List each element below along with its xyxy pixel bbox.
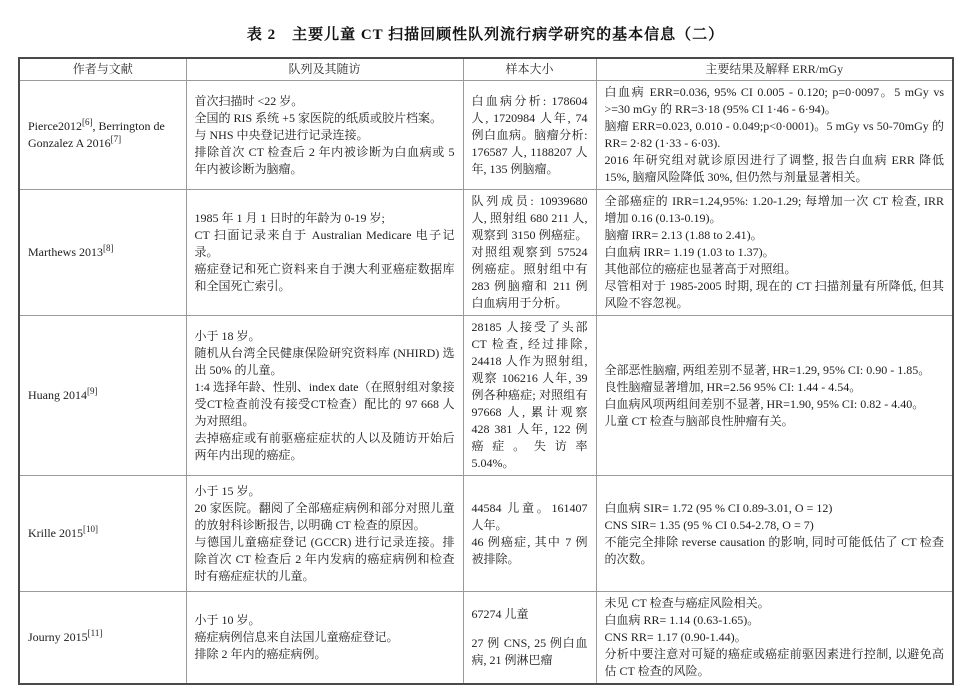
result-text-line: 全部癌症的 IRR=1.24,95%: 1.20-1.29; 每增加一次 CT 检查, IRR 增加 0.16 (0.13-0.19)。 [604, 194, 944, 225]
sample-size-cell [463, 592, 596, 685]
cohort-text-line: 与 NHS 中央登记进行记录连接。 [194, 127, 369, 142]
citation-superscript: [8] [103, 243, 114, 253]
sample-text-line: 67274 儿童 [471, 607, 529, 621]
sample-text-line: 46 例癌症, 其中 7 例被排除。 [471, 534, 588, 566]
sample-size-cell [463, 81, 596, 190]
results-cell [596, 316, 953, 476]
column-header-results: 主要结果及解释 ERR/mGy [596, 58, 953, 81]
cohort-text-line: 首次扫描时 <22 岁。 [194, 93, 304, 108]
author-cell [19, 592, 186, 685]
results-cell [596, 81, 953, 190]
result-text-line: 白血病 IRR= 1.19 (1.03 to 1.37)。 [604, 245, 775, 259]
result-text-line: 良性脑瘤显著增加, HR=2.56 95% CI: 1.44 - 4.54。 [604, 379, 862, 394]
table-header-row [19, 58, 953, 81]
author-cell [19, 476, 186, 592]
table-row [19, 190, 953, 316]
result-text-line: 未见 CT 检查与癌症风险相关。 [604, 596, 770, 610]
author-cell [19, 316, 186, 476]
author-name: Huang 2014 [28, 388, 87, 402]
cohort-text-line: 排除 2 年内的癌症病例。 [194, 647, 327, 661]
result-text-line: 脑瘤 IRR= 2.13 (1.88 to 2.41)。 [604, 228, 763, 242]
author-name: , Berrington de Gonzalez A 2016 [28, 119, 165, 150]
result-text-line: CNS RR= 1.17 (0.90-1.44)。 [604, 630, 747, 644]
result-text-line: 白血病 SIR= 1.72 (95 % CI 0.89-3.01, O = 12) [604, 500, 833, 515]
sample-text-line: 队列成员: 10939680 人, 照射组 680 211 人, 观察到 3150 例癌症。对照组观察到 57524 例癌症。照射组中有 283 例脑瘤和 211 例白血病用于分析。 [471, 194, 588, 310]
results-cell [596, 476, 953, 592]
cohort-text-line: 与德国儿童癌症登记 (GCCR) 进行记录连接。排除首次 CT 检查后 2 年内发病的癌症病例和检查时有癌症症状的儿童。 [194, 534, 455, 583]
citation-superscript: [9] [87, 386, 98, 396]
sample-text-line [472, 623, 588, 635]
cohort-text-line: CT 扫面记录来自于 Australian Medicare 电子记录。 [194, 228, 455, 259]
cohort-cell [186, 316, 463, 476]
author-name: Krille 2015 [28, 526, 83, 540]
cohort-text-line: 小于 15 岁。 [194, 483, 261, 498]
citation-superscript: [10] [83, 524, 98, 534]
author-cell [19, 190, 186, 316]
cohort-cell [186, 190, 463, 316]
sample-size-cell [463, 190, 596, 316]
study-table [18, 57, 954, 685]
result-text-line: 全部恶性脑瘤, 两组差别不显著, HR=1.29, 95% CI: 0.90 - 1.85。 [604, 362, 931, 377]
sample-text-line: 44584 儿童。161407 人年。 [471, 500, 588, 532]
column-header-cohort: 队列及其随访 [186, 58, 463, 81]
table-row [19, 81, 953, 190]
sample-text-line: 27 例 CNS, 25 例白血病, 21 例淋巴瘤 [471, 636, 588, 667]
citation-superscript: [7] [110, 134, 122, 144]
result-text-line: 白血病 ERR=0.036, 95% CI 0.005 - 0.120; p=0·0097。5 mGy vs >=30 mGy 的 RR=3·18 (95% CI 1·46 - 6·94)。 [604, 85, 944, 116]
cohort-cell [186, 592, 463, 685]
sample-size-cell [463, 316, 596, 476]
cohort-text-line: 小于 10 岁。 [194, 613, 261, 627]
sample-text-line: 白血病分析: 178604 人, 1720984 人年, 74 例白血病。脑瘤分析: 176587 人, 1188207 人年, 135 例脑瘤。 [471, 93, 588, 176]
cohort-text-line: 癌症登记和死亡资料来自于澳大利亚癌症数据库和全国死亡索引。 [194, 262, 455, 293]
cohort-text-line: 去掉癌症或有前驱癌症症状的人以及随访开始后两年内出现的癌症。 [194, 430, 455, 462]
cohort-text-line: 随机从台湾全民健康保险研究资料库 (NHIRD) 选出 50% 的儿童。 [194, 345, 455, 377]
cohort-cell [186, 476, 463, 592]
result-text-line: 儿童 CT 检查与脑部良性肿瘤有关。 [604, 413, 794, 428]
sample-size-cell [463, 476, 596, 592]
citation-superscript: [6] [81, 117, 93, 127]
result-text-line: 脑瘤 ERR=0.023, 0.010 - 0.049;p<0·0001)。5 mGy vs 50-70mGy 的 RR= 2·82 (1·33 - 6·03). [604, 119, 944, 150]
cohort-text-line: 1:4 选择年龄、性别、index date（在照射组对象接受CT检查前没有接受CT检查）配比的 97 668 人为对照组。 [194, 379, 455, 428]
author-name: Pierce2012 [28, 119, 82, 133]
cohort-text-line: 1985 年 1 月 1 日时的年龄为 0-19 岁; [194, 211, 385, 225]
result-text-line: 分析中要注意对可疑的癌症或癌症前驱因素进行控制, 以避免高估 CT 检查的风险。 [604, 647, 944, 678]
citation-superscript: [11] [87, 628, 103, 638]
results-cell [596, 592, 953, 685]
study-table-container [18, 57, 971, 685]
result-text-line: 白血病 RR= 1.14 (0.63-1.65)。 [604, 613, 760, 627]
result-text-line: CNS SIR= 1.35 (95 % CI 0.54-2.78, O = 7) [604, 517, 814, 532]
table-row [19, 592, 953, 685]
author-name: Marthews 2013 [28, 245, 103, 259]
cohort-text-line: 小于 18 岁。 [194, 328, 261, 343]
cohort-text-line: 全国的 RIS 系统 +5 家医院的纸质或胶片档案。 [194, 110, 442, 125]
cohort-text-line: 排除首次 CT 检查后 2 年内被诊断为白血病或 5 年内被诊断为脑瘤。 [194, 144, 455, 176]
column-header-author: 作者与文献 [19, 58, 186, 81]
result-text-line: 2016 年研究组对就诊原因进行了调整, 报告白血病 ERR 降低 15%, 脑瘤风险降低 30%, 但仍然与剂量显著相关。 [604, 153, 944, 184]
cohort-cell [186, 81, 463, 190]
result-text-line: 白血病风项两组间差别不显著, HR=1.90, 95% CI: 0.82 - 4.40。 [604, 396, 925, 411]
table-row [19, 476, 953, 592]
result-text-line: 其他部位的癌症也显著高于对照组。 [604, 262, 797, 276]
page-title: 表 2 主要儿童 CT 扫描回顾性队列流行病学研究的基本信息（二） [246, 27, 725, 43]
sample-text-line: 28185 人接受了头部 CT 检查, 经过排除, 24418 人作为照射组, 观察 106216 人年, 39 例各种癌症; 对照组有 97668 人, 累计观察 428 381 人年, 122 例癌症。失访率 5.04%。 [471, 320, 588, 470]
author-cell [19, 81, 186, 190]
author-name: Journy 2015 [28, 630, 88, 644]
result-text-line: 不能完全排除 reverse causation 的影响, 同时可能低估了 CT 检查的次数。 [604, 534, 944, 566]
table-row [19, 316, 953, 476]
column-header-sample: 样本大小 [463, 58, 596, 81]
results-cell [596, 190, 953, 316]
result-text-line: 尽管相对于 1985-2005 时期, 现在的 CT 扫描剂量有所降低, 但其风险不容忽视。 [604, 279, 944, 310]
cohort-text-line: 癌症病例信息来自法国儿童癌症登记。 [194, 630, 399, 644]
cohort-text-line: 20 家医院。翻阅了全部癌症病例和部分对照儿童的放射科诊断报告, 以明确 CT 检查的原因。 [194, 500, 455, 532]
